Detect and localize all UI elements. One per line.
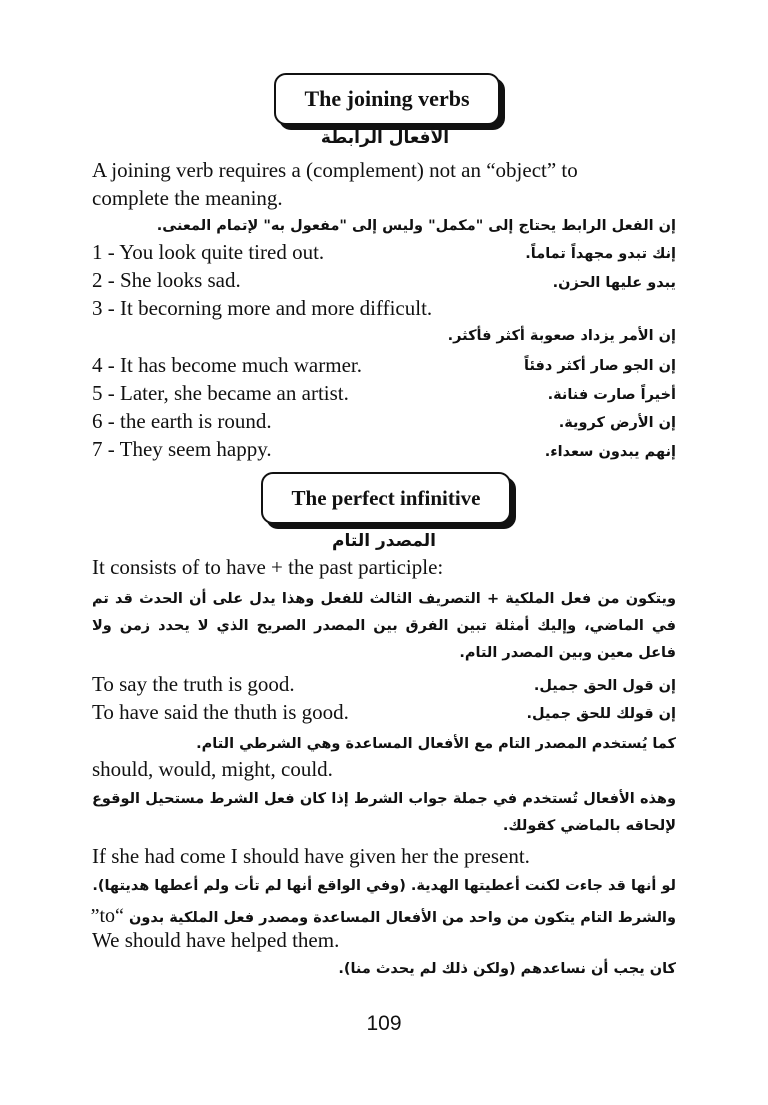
rule-quote: “to” (90, 905, 124, 927)
modal-note-arabic: كما يُستخدم المصدر التام مع الأفعال المساعدة وهي الشرطي التام. (196, 736, 676, 752)
list-item (92, 355, 676, 381)
example-english: 1 - You look quite tired out. (92, 240, 325, 264)
definition-line-2: complete the meaning. (92, 186, 283, 210)
pair-1-english: To say the truth is good. (92, 672, 295, 696)
example-arabic: يبدو عليها الحزن. (552, 275, 676, 291)
example-english: 5 - Later, she became an artist. (92, 381, 349, 405)
example-english: 2 - She looks sad. (92, 268, 241, 292)
rule-arabic-text: والشرط التام يتكون من واحد من الأفعال المساعدة ومصدر فعل الملكية بدون (129, 910, 676, 926)
intro-arabic: ويتكون من فعل الملكية + التصريف الثالث للفعل وهذا يدل على أن الحدث قد تم في الماضي، وإليك أمثلة تبين الفرق بين المصدر الصريح الذي لا يحدد زمن ولا فاعل معين وبين المصدر التام. (92, 591, 676, 661)
intro-english: It consists of to have + the past participle: (92, 555, 444, 579)
example-english: 6 - the earth is round. (92, 409, 272, 433)
list-item (92, 270, 676, 296)
section-heading-joining-verbs: The joining verbs (274, 73, 500, 125)
usage-arabic: وهذه الأفعال تُستخدم في جملة جواب الشرط إذا كان فعل الشرط مستحيل الوقوع لإلحاقه بالماضي كقولك. (92, 791, 676, 834)
pair-2-arabic: إن قولك للحق جميل. (526, 706, 676, 722)
arabic-heading-joining-verbs: الأفعال الرابطة (320, 128, 450, 148)
pair-1-arabic: إن قول الحق جميل. (533, 678, 676, 694)
arabic-heading-perfect-infinitive: المصدر التام (332, 531, 436, 551)
conditional-arabic: لو أنها قد جاءت لكنت أعطيتها الهدية. (وفي الواقع أنها لم تأت ولم أعطها هديتها). (92, 878, 676, 894)
example-english: 3 - It becorning more and more difficult. (92, 296, 433, 320)
conditional-english: If she had come I should have given her the present. (92, 844, 530, 868)
example-arabic: إن الأرض كروية. (558, 415, 676, 431)
definition-line-1: A joining verb requires a (complement) not an “object” to (92, 158, 578, 182)
list-item (92, 383, 676, 409)
modals-english: should, would, might, could. (92, 757, 333, 781)
list-item (92, 242, 676, 268)
example-arabic: إنهم يبدون سعداء. (544, 444, 676, 460)
example-arabic: إن الجو صار أكثر دفئاً (524, 358, 676, 374)
section-heading-perfect-infinitive: The perfect infinitive (261, 472, 511, 524)
list-item (92, 439, 676, 465)
rule-arabic (91, 906, 676, 926)
list-item (92, 411, 676, 437)
definition-arabic: إن الفعل الرابط يحتاج إلى "مكمل" وليس إلى "مفعول به" لإتمام المعنى. (156, 218, 676, 234)
list-item (92, 298, 676, 324)
example-arabic: إنك تبدو مجهداً تماماً. (525, 246, 676, 262)
example-arabic-3: إن الأمر يزداد صعوبة أكثر فأكثر. (447, 328, 676, 344)
page-number: 109 (366, 1012, 402, 1035)
pair-2-english: To have said the thuth is good. (92, 700, 349, 724)
example-english: 7 - They seem happy. (92, 437, 272, 461)
example-english: 4 - It has become much warmer. (92, 353, 362, 377)
example-english-final: We should have helped them. (92, 928, 340, 952)
example-arabic: أخيراً صارت فنانة. (547, 387, 676, 403)
example-arabic-final: كان يجب أن نساعدهم (ولكن ذلك لم يحدث منا). (338, 961, 676, 977)
